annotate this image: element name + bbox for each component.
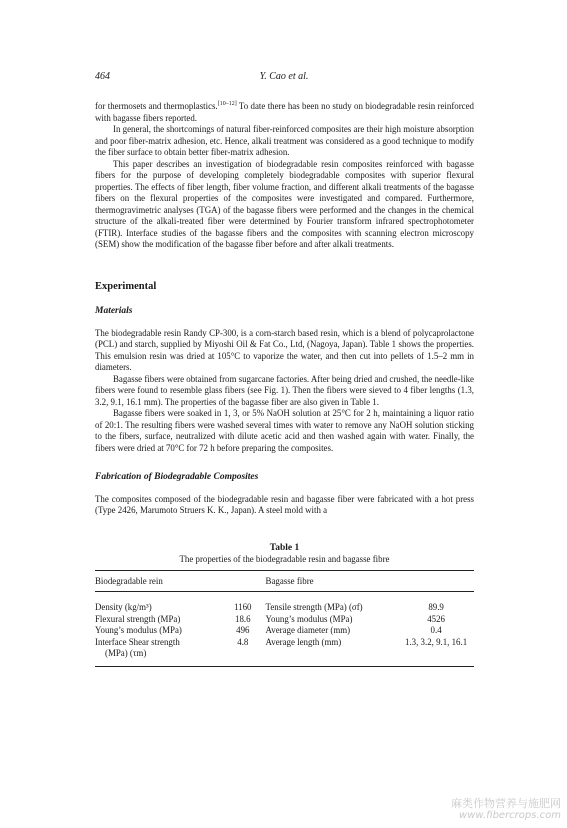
left-property-cell: Young’s modulus (MPa) (95, 625, 182, 635)
running-title: Y. Cao et al. (259, 71, 309, 82)
left-value-cell: 4.8 (237, 636, 249, 647)
table-row (95, 625, 474, 637)
paragraph: Bagasse fibers were obtained from sugarcane factories. After being dried and crushed, the needle-like fibers were found to resemble glass fibers (see Fig. 1). Then the fibers were sieved to 4 fiber lengths (1.3, 3.2, 9.1, 16.1 mm). The properties of the bagasse fiber are also given in Table 1. (95, 373, 474, 407)
left-property-cell: (MPa) (τm) (105, 648, 147, 658)
page-body (95, 101, 474, 667)
paragraph-text: To date there has been no study on biodegradable resin reinforced with bagasse fibers reported. (95, 101, 474, 123)
paragraph: The composites composed of the biodegradable resin and bagasse fiber were fabricated with a hot press (Type 2426, Marumoto Struers K. K., Japan). A steel mold with a (95, 493, 474, 515)
table-row (95, 614, 474, 626)
table-row (95, 596, 474, 614)
watermark-url: www.fibercrops.com (459, 810, 561, 821)
download-stamp (0, 406, 1, 414)
site-watermark (451, 798, 561, 822)
right-value-cell (398, 648, 474, 666)
table-row (95, 648, 474, 666)
citation-ref: [10–12] (217, 101, 237, 108)
table-header-cell: Biodegradable rein (95, 570, 266, 596)
table-header-row (95, 570, 474, 596)
right-value-cell: 4526 (427, 613, 445, 624)
page-number: 464 (95, 71, 110, 82)
paragraph: Bagasse fibers were soaked in 1, 3, or 5% NaOH solution at 25°C for 2 h, maintaining a liquor ratio of 20:1. The resulting fibers were washed several times with water to remove any NaOH solution sticking to the fibers, surface, neutralized with dilute acetic acid and then washed again with water. Finally, the fibers were dried at 70°C for 72 h before preparing the composites. (95, 408, 474, 453)
table-number: Table 1 (269, 542, 300, 553)
right-value-cell: 0.4 (430, 625, 442, 635)
right-property-cell: Average diameter (mm) (265, 625, 351, 635)
table-caption (95, 543, 474, 566)
right-property-cell: Average length (mm) (265, 636, 342, 647)
table-header-cell: Bagasse fibre (266, 570, 474, 596)
properties-table (95, 570, 474, 667)
spacer (95, 454, 474, 470)
paragraph: The biodegradable resin Randy CP-300, is a corn-starch based resin, which is a blend of polycaprolactone (PCL) and starch, supplied by Miyoshi Oil & Fat Co., Ltd, (Nagoya, Japan). Table 1 shows the properties. This emulsion resin was dried at 105°C to vaporize the water, and then cut into pellets of 1.5–2 mm in diameters. (95, 327, 474, 372)
table-title: The properties of the biodegradable resin and bagasse fibre (179, 554, 390, 564)
spacer (95, 251, 474, 267)
paragraph (95, 101, 474, 124)
watermark-text: 麻类作物营养与施肥网 (451, 797, 561, 810)
right-property-cell: Young’s modulus (MPa) (265, 613, 353, 624)
section-heading: Experimental (95, 280, 157, 292)
right-value-cell: 89.9 (428, 602, 444, 612)
left-property-cell: Density (kg/m³) (95, 602, 152, 612)
left-value-cell: 18.6 (235, 613, 251, 624)
left-value-cell: 496 (236, 625, 250, 635)
left-value-cell: 1160 (234, 602, 252, 612)
paragraph: This paper describes an investigation of biodegradable resin composites reinforced with bagasse fibers for the purpose of developing completely biodegradable composites with superior flexural properties. The effects of fiber length, fiber volume fraction, and different alkali treatments of the bagasse fibers on the flexural properties of the composites were investigated and compared. Furthermore, thermogravimetric analyses (TGA) of the bagasse fibers were performed and the changes in the chemical structure of the alkali-treated fiber were determined by Fourier transform infrared spectrophotometer (FTIR). Interface studies of the bagasse fibers and the composites with scanning electron microscopy (SEM) show the modification of the bagasse fiber before and after alkali treatments. (95, 158, 474, 249)
table-row (95, 637, 474, 649)
left-value-cell (220, 648, 265, 666)
page-header (95, 71, 473, 85)
left-property-cell: Interface Shear strength (95, 636, 180, 647)
paragraph: In general, the shortcomings of natural fiber-reinforced composites are their high moisture absorption and poor fiber-matrix adhesion, etc. Hence, alkali treatment was considered as a good technique to modify the fiber surface to obtain better fiber-matrix adhesion. (95, 124, 474, 157)
left-property-cell: Flexural strength (MPa) (95, 613, 181, 624)
right-property-cell (266, 648, 399, 666)
subsection-heading: Materials (95, 306, 133, 316)
subsection-heading: Fabrication of Biodegradable Composites (95, 472, 259, 482)
paragraph-text: for thermosets and thermoplastics. (95, 101, 218, 111)
right-property-cell: Tensile strength (MPa) (σf) (265, 602, 363, 612)
right-value-cell: 1.3, 3.2, 9.1, 16.1 (405, 636, 468, 647)
